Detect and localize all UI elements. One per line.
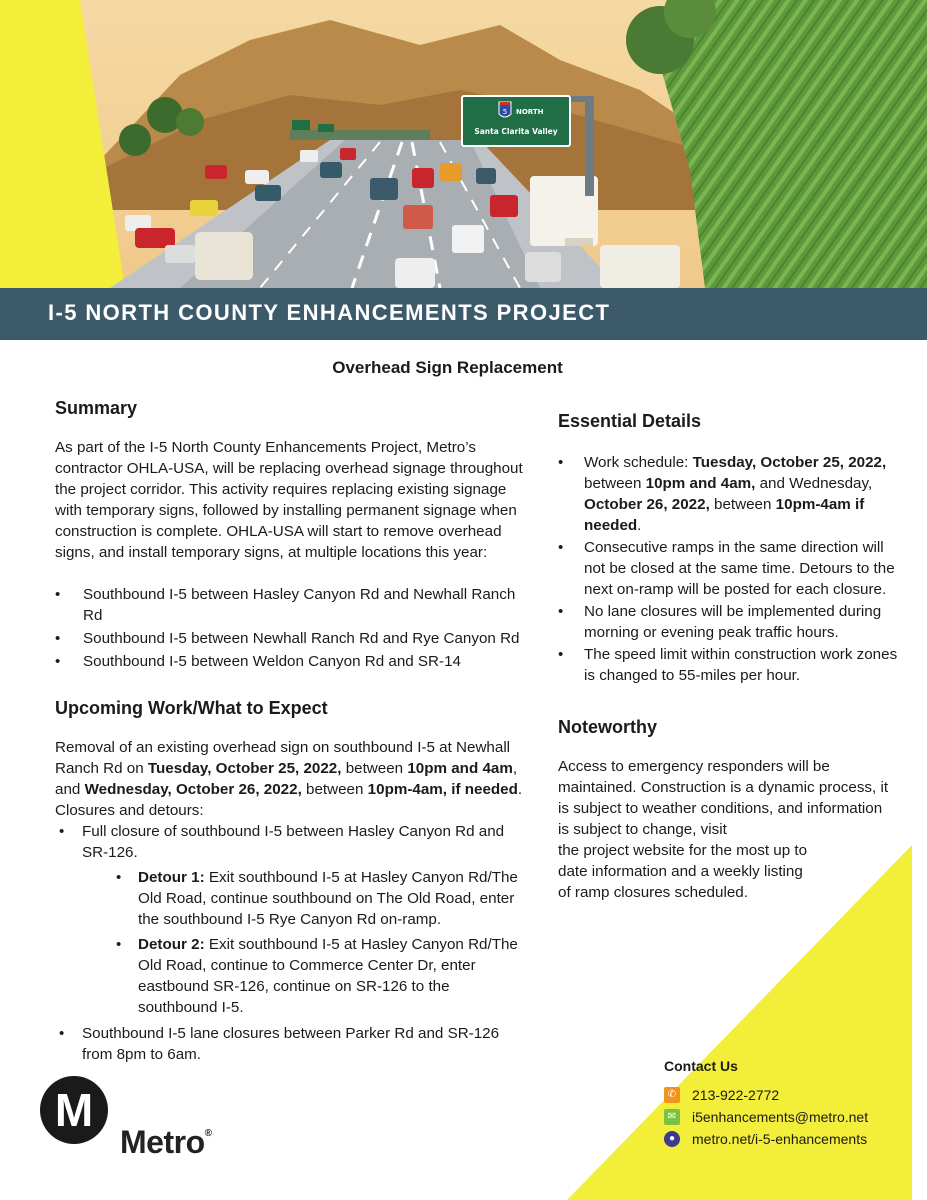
svg-text:M: M [54, 1084, 94, 1136]
list-item: • The speed limit within construction work zones is changed to 55-miles per hour. [558, 644, 908, 686]
left-column [55, 397, 530, 1065]
email-icon: ✉ [664, 1109, 680, 1125]
list-item: • Work schedule: Tuesday, October 25, 2022, between 10pm and 4am, and Wednesday, October 26, 2022, between 10pm-4am if needed. [558, 452, 908, 536]
list-item: • Consecutive ramps in the same direction will not be closed at the same time. Detours to the next on-ramp will be posted for each closure. [558, 537, 908, 600]
banner-title: I-5 NORTH COUNTY ENHANCEMENTS PROJECT [48, 300, 611, 325]
detour-1: • Detour 1: Exit southbound I-5 at Hasley Canyon Rd/The Old Road, continue southbound on The Old Road, enter the southbound I-5 Rye Canyon Rd on-ramp. [116, 867, 530, 930]
contact-email[interactable]: ✉ i5enhancements@metro.net [664, 1105, 904, 1128]
closure-list [55, 821, 530, 1065]
detour-2: • Detour 2: Exit southbound I-5 at Hasley Canyon Rd/The Old Road, continue to Commerce Center Dr, enter eastbound SR-126, continue on SR-126 to the southbound I-5. [116, 934, 530, 1018]
contact-website[interactable]: ● metro.net/i-5-enhancements [664, 1127, 904, 1150]
sign-route: 5 [502, 108, 508, 116]
location-list [55, 584, 530, 672]
list-item: • No lane closures will be implemented during morning or evening peak traffic hours. [558, 601, 908, 643]
phone-icon: ✆ [664, 1087, 680, 1103]
list-item: • Southbound I-5 between Weldon Canyon Rd and SR-14 [55, 651, 530, 672]
globe-icon: ● [664, 1131, 680, 1147]
hero-illustration [0, 0, 927, 288]
list-item: • Southbound I-5 between Newhall Ranch Rd and Rye Canyon Rd [55, 628, 530, 649]
list-item: • Southbound I-5 between Hasley Canyon Rd and Newhall Ranch Rd [55, 584, 530, 626]
list-item: • Southbound I-5 lane closures between Parker Rd and SR-126 from 8pm to 6am. [55, 1023, 530, 1065]
closures-label: Closures and detours: [55, 802, 204, 819]
noteworthy-text: Access to emergency responders will be maintained. Construction is a dynamic process, it is subject to weather conditions, and information is subject to change, visit the project website for the most up to date information and a weekly listing of ramp closures scheduled. [558, 758, 889, 901]
right-column [558, 410, 908, 903]
upcoming-text: Removal of an existing overhead sign on southbound I-5 at Newhall Ranch Rd on Tuesday, October 25, 2022, between 10pm and 4am, and Wednesday, October 26, 2022, between 10pm-4am, if needed. [55, 739, 523, 798]
summary-heading: Summary [55, 398, 138, 418]
sign-destination: Santa Clarita Valley [474, 127, 558, 136]
essential-details-list [558, 452, 908, 686]
contact-title: Contact Us [664, 1058, 738, 1074]
essential-heading: Essential Details [558, 411, 702, 431]
metro-m-icon [38, 1074, 110, 1146]
upcoming-heading: Upcoming Work/What to Expect [55, 698, 328, 718]
list-item: • Full closure of southbound I-5 between Hasley Canyon Rd and SR-126. • Detour 1: Exit southbound I-5 at Hasley Canyon Rd/The Old Road, continue southbound on The Old Road, enter the southbound I-5 Rye Canyon Rd on-ramp. • Detour 2: Exit southbound I-5 at Hasley Canyon Rd/The Old Road, continue to Commerce Center Dr, enter eastbound SR-126, continue on SR-126 to the southbound I-5. [55, 821, 530, 1018]
contact-block [664, 1058, 904, 1149]
noteworthy-heading: Noteworthy [558, 717, 657, 737]
sign-direction: NORTH [516, 108, 544, 116]
contact-phone[interactable]: ✆ 213-922-2772 [664, 1083, 904, 1106]
document-title: Overhead Sign Replacement [332, 358, 563, 377]
project-banner [0, 288, 927, 340]
metro-wordmark: Metro® [120, 1124, 212, 1160]
summary-text: As part of the I-5 North County Enhancements Project, Metro’s contractor OHLA-USA, will be replacing overhead signage throughout the project corridor. This activity requires replacing existing signage with temporary signs, followed by installing permanent signage when construction is complete. OHLA-USA will start to remove overhead signs, and install temporary signs, at multiple locations this year: [55, 439, 523, 561]
